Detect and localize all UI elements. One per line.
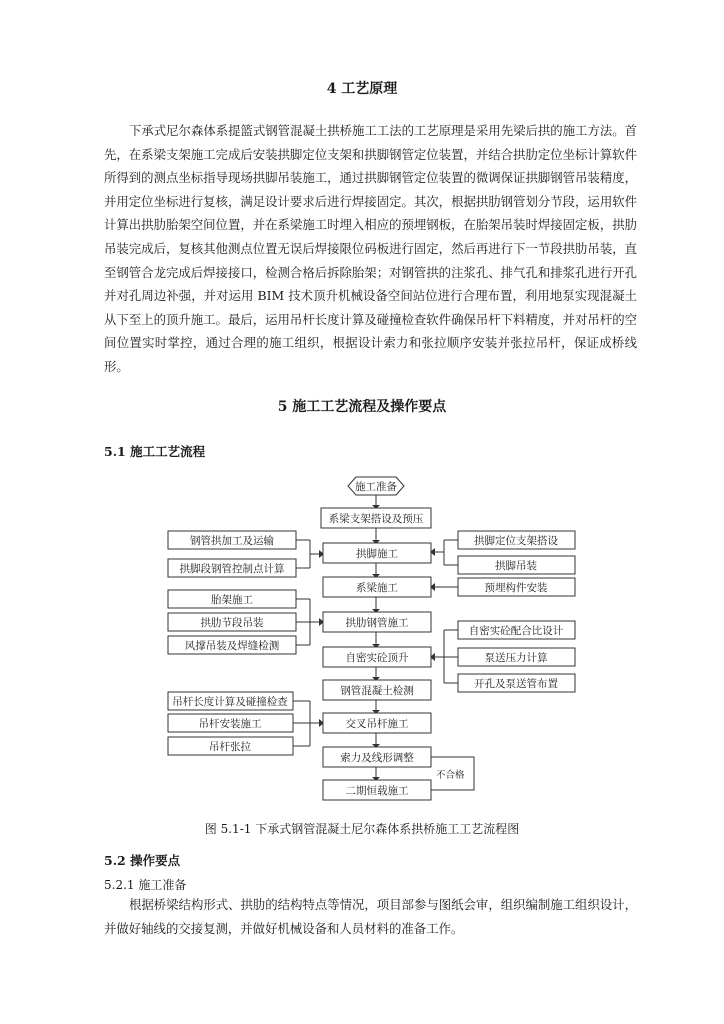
flow-main-step	[323, 577, 431, 597]
flow-left-label: 吊杆张拉	[209, 741, 251, 753]
flow-right-step	[458, 621, 575, 639]
flow-main-label: 系梁施工	[356, 582, 398, 594]
flow-main-step	[323, 713, 431, 733]
flow-main-label: 拱脚施工	[356, 548, 398, 560]
flow-left-step	[168, 692, 293, 710]
flow-right-step	[458, 648, 575, 666]
flow-start-label: 施工准备	[355, 481, 397, 493]
flow-main-step	[323, 543, 431, 563]
flow-left-label: 吊杆长度计算及碰撞检查	[172, 696, 288, 708]
flow-left-step	[168, 590, 296, 608]
flow-left-step	[168, 737, 293, 755]
flow-main-label: 系梁支架搭设及预压	[328, 513, 424, 525]
flow-right-label: 预埋构件安装	[484, 582, 548, 594]
flow-right-step	[458, 674, 575, 692]
flow-left-step	[168, 559, 296, 577]
section-5-2-title: 5.2 操作要点	[104, 853, 181, 868]
section-5-2-1-paragraph	[104, 893, 637, 940]
flow-loop-label: 不合格	[436, 770, 465, 781]
flow-left-label: 拱脚段钢管控制点计算	[179, 563, 285, 575]
flow-main-label: 交叉吊杆施工	[345, 718, 409, 730]
flow-main-step	[323, 647, 431, 667]
flow-left-step	[168, 531, 296, 549]
flow-main-label: 自密实砼顶升	[345, 652, 409, 664]
flow-main-label: 拱肋钢管施工	[345, 617, 409, 629]
flow-main-step	[323, 747, 431, 767]
flow-right-label: 开孔及泵送管布置	[474, 678, 558, 690]
flow-main-step	[323, 680, 431, 700]
flow-main-label: 二期恒载施工	[345, 785, 409, 797]
flow-left-label: 钢管拱加工及运输	[190, 535, 274, 547]
flow-right-label: 拱脚吊装	[495, 560, 537, 572]
section-5-2-1-paragraph-text: 根据桥梁结构形式、拱肋的结构特点等情况，项目部参与图纸会审，组织编制施工组织设计，并做好轴线的交接复测，并做好机械设备和人员材料的准备工作。	[104, 897, 638, 936]
flow-left-label: 拱肋节段吊装	[200, 617, 264, 629]
flow-main-step	[321, 508, 431, 528]
flow-right-label: 自密实砼配合比设计	[468, 625, 564, 637]
flow-main-step	[323, 612, 431, 632]
flow-main-label: 索力及线形调整	[340, 752, 414, 764]
flow-left-label: 胎架施工	[211, 594, 253, 606]
flow-right-step	[458, 556, 575, 574]
section-5-title: 5 施工工艺流程及操作要点	[277, 399, 447, 415]
flow-right-label: 拱脚定位支架搭设	[474, 535, 558, 547]
flow-start-node	[348, 477, 404, 495]
section-5-1-title: 5.1 施工工艺流程	[104, 444, 206, 459]
section-4-title: 4 工艺原理	[326, 81, 398, 97]
section-5-2-1-title: 5.2.1 施工准备	[104, 878, 187, 892]
flow-left-step	[168, 613, 296, 631]
section-4-paragraph-text: 下承式尼尔森体系提篮式钢管混凝土拱桥施工工法的工艺原理是采用先梁后拱的施工方法。首先，在系梁支架施工完成后安装拱脚定位支架和拱脚钢管定位装置，并结合拱肋定位坐标计算软件所得到的测点坐标指导现场拱脚吊装施工，通过拱脚钢管定位装置的微调保证拱脚钢管吊装精度，并用定位坐标进行复核，满足设计要求后进行焊接固定。其次，根据拱肋钢管划分节段，运用软件计算出拱肋胎架空间位置，并在系梁施工时埋入相应的预埋钢板，在胎架吊装时焊接固定板，拱肋吊装完成后，复核其他测点位置无误后焊接限位码板进行固定，然后再进行下一节段拱肋吊装，直至钢管合龙完成后焊接接口，检测合格后拆除胎架；对钢管拱的注浆孔、排气孔和排浆孔进行开孔并对孔周边补强，并对运用 BIM 技术顶升机械设备空间站位进行合理布置，利用地泵实现混凝土从下至上的顶升施工。最后，运用吊杆长度计算及碰撞检查软件确保吊杆下料精度，并对吊杆的空间位置实时掌控，通过合理的施工组织，根据设计索力和张拉顺序安装并张拉吊杆，保证成桥线形。	[104, 123, 638, 374]
flow-left-step	[168, 714, 293, 732]
flow-right-label: 泵送压力计算	[484, 652, 548, 664]
flow-right-step	[458, 578, 575, 596]
flow-main-label: 钢管混凝土检测	[340, 685, 414, 697]
flowchart-connectors	[293, 495, 474, 790]
flow-main-step	[323, 780, 431, 800]
flow-right-step	[458, 531, 575, 549]
flow-left-step	[168, 636, 296, 654]
flow-left-label: 风撑吊装及焊缝检测	[184, 640, 280, 652]
figure-caption: 图 5.1-1 下承式钢管混凝土尼尔森体系拱桥施工工艺流程图	[204, 822, 520, 836]
flow-left-label: 吊杆安装施工	[198, 718, 262, 730]
